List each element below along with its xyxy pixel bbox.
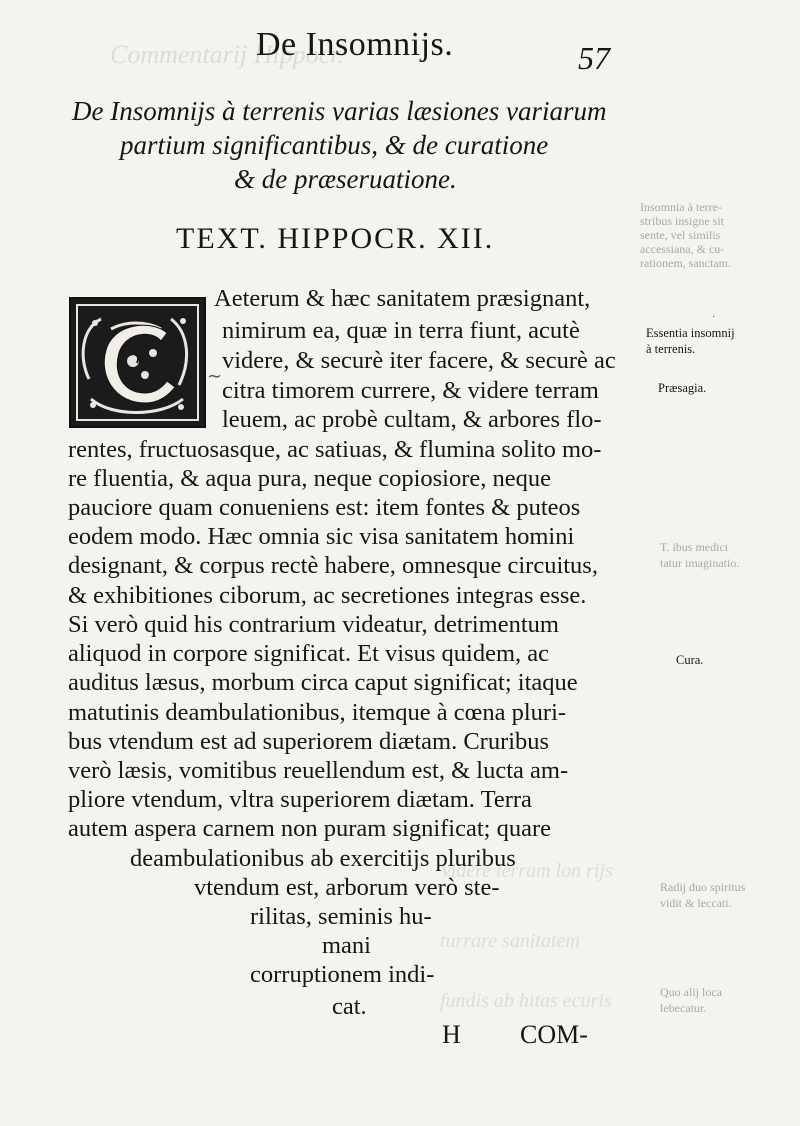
page-number: 57 [578, 40, 610, 76]
show-through-note: Insomnia à terre- [640, 200, 722, 214]
body-line: deambulationibus ab exercitijs pluribus [130, 845, 516, 872]
show-through-note: accessiana, & cu- [640, 242, 725, 256]
signature-mark: H [442, 1020, 461, 1049]
body-line: leuem, ac probè cultam, & arbores flo- [222, 406, 602, 433]
show-through-note: rationem, sanctam. [640, 256, 731, 270]
chapter-heading-line: De Insomnijs à terrenis varias læsiones variarum [72, 96, 607, 126]
chapter-heading-line: & de præseruatione. [234, 164, 457, 194]
body-line: designant, & corpus rectè habere, omnesque circuitus, [68, 552, 598, 579]
margin-note: Essentia insomnij [646, 326, 735, 340]
body-line: citra timorem currere, & videre terram [222, 377, 599, 404]
body-line: cat. [332, 993, 367, 1020]
show-through-text: turrare sanitatem [440, 930, 580, 952]
chapter-heading-line: partium significantibus, & de curatione [120, 130, 549, 160]
decorated-initial-c [69, 297, 206, 428]
body-line: bus vtendum est ad superiorem diætam. Cruribus [68, 728, 550, 755]
body-line: & exhibitiones ciborum, ac secretiones integras esse. [68, 582, 587, 609]
show-through-note: T. ibus medici [660, 540, 729, 554]
show-through-text: fundis ab hitas ecuris [440, 990, 612, 1012]
show-through-note: lebecatur. [660, 1001, 707, 1015]
body-line: vtendum est, arborum verò ste- [194, 874, 500, 901]
section-title: TEXT. HIPPOCR. XII. [176, 222, 495, 255]
body-line: videre, & securè iter facere, & securè ac [222, 347, 616, 374]
body-line: pliore vtendum, vltra superiorem diætam. Terra [68, 786, 532, 813]
margin-note: à terrenis. [646, 342, 696, 356]
running-header-title: De Insomnijs. [256, 26, 454, 63]
body-line: nimirum ea, quæ in terra fiunt, acutè [222, 317, 580, 344]
body-line: matutinis deambulationibus, itemque à cœna pluri- [68, 699, 567, 726]
body-line: verò læsis, vomitibus reuellendum est, & lucta am- [68, 757, 569, 784]
body-line: pauciore quam conueniens est: item fontes & puteos [68, 494, 581, 521]
ornament-initial-c-icon [71, 299, 204, 426]
body-line: corruptionem indi- [250, 961, 435, 988]
show-through-note: sente, vel similis [640, 228, 721, 242]
body-line: autem aspera carnem non puram significat; quare [68, 815, 551, 842]
body-line: Si verò quid his contrarium videatur, detrimentum [68, 611, 559, 638]
show-through-text: Commentarij Hippocr. [110, 40, 344, 69]
body-line: mani [322, 932, 371, 959]
show-through-note: Quo alij loca [660, 985, 722, 999]
body-line: rentes, fructuosasque, ac satiuas, & flumina solito mo- [68, 436, 602, 463]
body-line: re fluentia, & aqua pura, neque copiosiore, neque [68, 465, 552, 492]
body-line: aliquod in corpore significat. Et visus quidem, ac [68, 640, 550, 667]
show-through-note: tatur imaginatio. [660, 556, 740, 570]
printers-mark: · [712, 312, 716, 323]
catchword: COM- [520, 1020, 588, 1049]
margin-note: Cura. [676, 653, 704, 667]
body-line: eodem modo. Hæc omnia sic visa sanitatem homini [68, 523, 575, 550]
margin-note: Præsagia. [658, 381, 707, 395]
show-through-note: vidit & leccati. [660, 896, 732, 910]
show-through-note: Radij duo spiritus [660, 880, 746, 894]
body-line: Aeterum & hæc sanitatem præsignant, [214, 285, 591, 312]
printers-mark: ∼ [207, 366, 223, 386]
show-through-note: stribus insigne sit [640, 214, 725, 228]
show-through-text: Videre terram lon rijs [440, 860, 613, 882]
body-line: rilitas, seminis hu- [250, 903, 432, 930]
body-line: auditus læsus, morbum circa caput significat; itaque [68, 669, 578, 696]
